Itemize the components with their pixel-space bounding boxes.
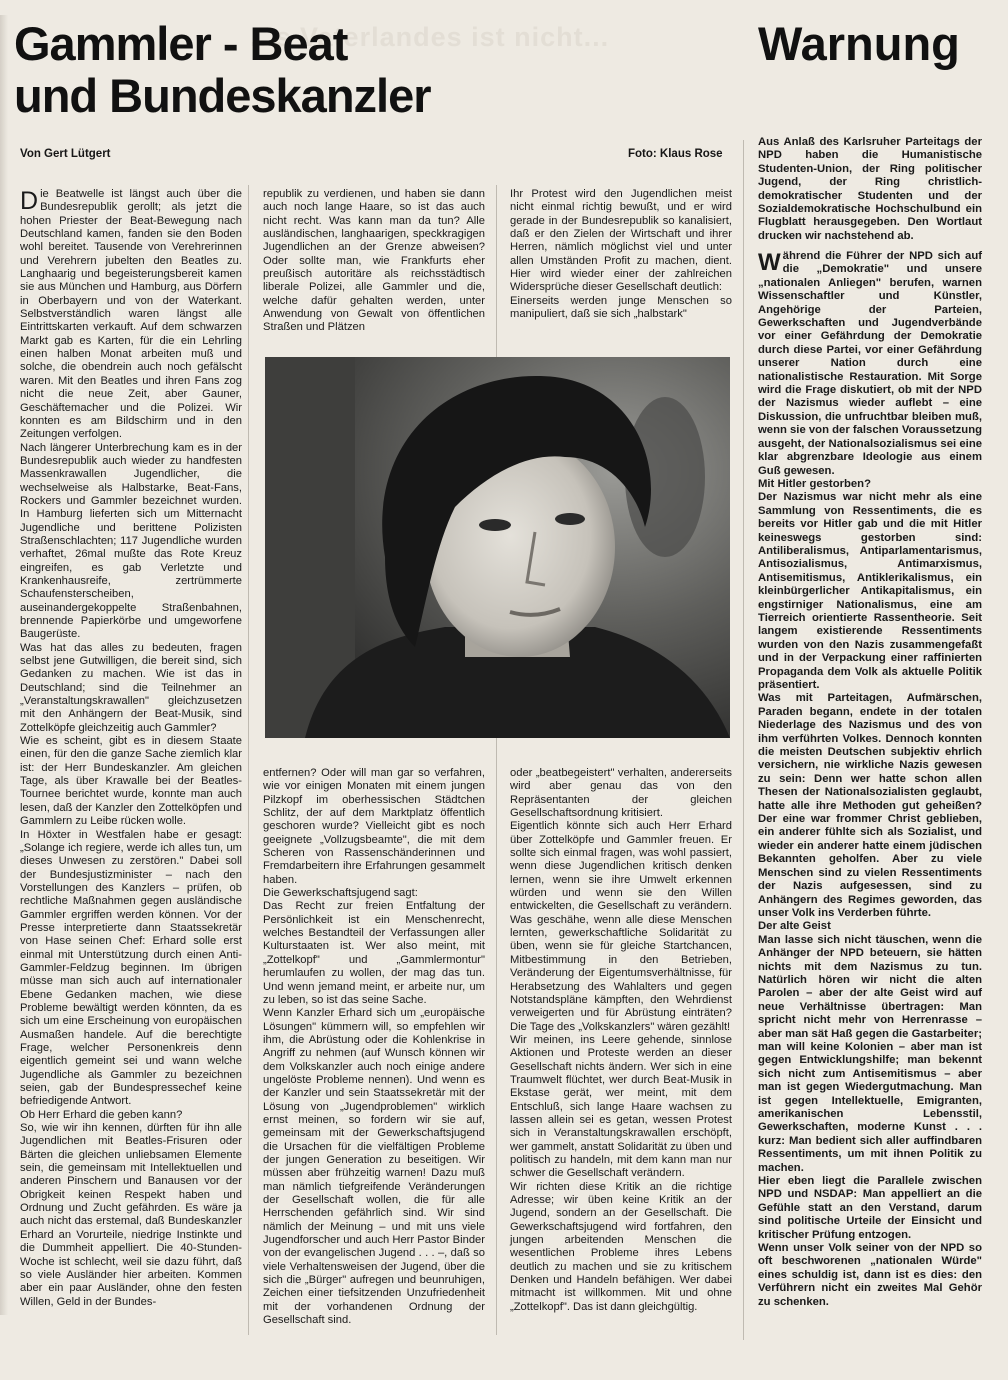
- article-column-2-top: [263, 188, 485, 335]
- headline: [14, 18, 514, 122]
- side-article-body: [758, 250, 982, 1309]
- paragraph: Eigentlich könnte sich auch Herr Erhard über Zottelköpfe und Gammler freuen. Er sollte sich einmal fragen, was wohl passiert, wenn diese Jugendlichen kritisch denken lernen, wenn sie ihre Umwelt erkennen würden und wenn sie den Willen entwickelten, die Gesellschaft zu verändern. Was geschähe, wenn alle diese Menschen lernten, gewerkschaftliche Solidarität zu üben, wenn sie für gleiche Startchancen, Mitbestimmung in den Betrieben, Veränderung der Eigentumsverhältnisse, für Herabsetzung des Wahlalters und gegen Notstandspläne kämpften, den Wehrdienst verweigerten und für Abrüstung einträten? Die Tage des „Volkskanzlers" wären gezählt!: [510, 820, 732, 1033]
- drop-cap: W: [758, 249, 781, 276]
- headline-line-2: und Bundeskanzler: [14, 69, 431, 122]
- paragraph: Der Nazismus war nicht mehr als eine Sammlung von Ressentiments, die es bereits vor Hitler gab und die mit Hitler keineswegs gestorben sind: Antiliberalismus, Antiparlamentarismus, Antisozialismus, Antimarxismus, Antisemitismus, Antiklerikalismus, ein kleinbürgerlicher Antikapitalismus, ein engstirniger Nationalismus, eine am Tierreich orientierte Rassentheorie. Seit langem existierende Ressentiments wurden von den Nazis zusammengefaßt und in der Verpackung einer raffinierten Propaganda dem Volk als aktuelle Politik präsentiert.: [758, 491, 982, 691]
- page-gutter-edge: [0, 15, 8, 1315]
- paragraph: Die Gewerkschaftsjugend sagt:: [263, 887, 418, 900]
- paragraph: Wenn unser Volk seiner von der NPD so oft beschworenen „nationalen Würde" eines schuldig ist, dann ist es dies: den Verführern nicht ein zweites Mal Gehör zu schenken.: [758, 1242, 982, 1308]
- paragraph: Nach längerer Unterbrechung kam es in der Bundesrepublik auch wieder zu handfesten Massenkrawallen Jugendlicher, die wechselweise als Halbstarke, Beat-Fans, Rockers und Gammler bezeichnet wurden. In Hamburg lieferten sich um Mitternacht Jugendliche und berittene Polizisten Straßenschlachten; 117 Jugendliche wurden verhaftet, 26mal mußte das Rote Kreuz eingreifen, es gab Verletzte und Krankenhausreife, zertrümmerte Schaufensterscheiben, auseinandergekoppelte Straßenbahnen, brennende Papierkörbe und umgeworfene Baugerüste.: [20, 441, 242, 641]
- portrait-photo: [265, 357, 730, 738]
- paragraph: republik zu verdienen, und haben sie dann auch noch lange Haare, so ist das auch nicht recht. Was kann man da tun? Alle ausländischen, langhaarigen, speckkragigen Jugendlichen an der Grenze abweisen? Oder sollte man, wie Frankfurts eher preußisch autoritäre als reichsstädtisch liberale Polizei, alle Gammler und die, welche dafür gehalten werden, unter Anwendung von Gewalt von öffentlichen Straßen und Plätzen: [263, 188, 485, 334]
- paragraph: oder „beatbegeistert" verhalten, andererseits wird aber genau das von den Repräsentanten der gleichen Gesellschaftsordnung kritisiert.: [510, 767, 732, 820]
- paragraph: Wenn Kanzler Erhard sich um „europäische Lösungen" kümmern will, so empfehlen wir ihm, die Abrüstung oder die Kohlenkrise in Angriff zu nehmen (auf Wunsch können wir dem Volkskanzler auch noch einige andere ungelöste Probleme nennen). Und wenn es der Kanzler und sein Staatssekretär mit der Lösung von „Jugendproblemen" wirklich ernst meinen, so fordern wir sie auf, gemeinsam mit der Gewerkschaftsjugend die Ursachen für die vielfältigen Probleme der jungen Generation zu beseitigen. Wir müssen aber frühzeitig warnen! Dazu muß man nämlich tiefgreifende Veränderungen der Gesellschaft wollen, die für alle Herrschenden gefährlich sind. Wir sind nämlich der Meinung – und mit uns viele Jugendforscher und auch Herr Pastor Binder von der evangelischen Jugend . . . –, daß so viele Verhaltensweisen der Jugend, über die sich die „Bürger" aufregen und beunruhigen, Zeichen einer tiefsitzenden Unzufriedenheit mit der vorhandenen Ordnung der Gesellschaft sind.: [263, 1007, 486, 1327]
- paragraph: [758, 250, 982, 478]
- paragraph: entfernen? Oder will man gar so verfahren, wie vor einigen Monaten mit einem jungen Pilzkopf im oberhessischen Städtchen Schlitz, der auf dem Marktplatz öffentlich geschoren wurde? Vielleicht gibt es noch geeignete „Vollzugsbeamte", die mit dem Scheren von Rassenschänderinnen und Fremdarbeitern ihre Erfahrungen gesammelt haben.: [263, 767, 485, 886]
- paragraph-text: ährend die Führer der NPD sich auf die „Demokratie" und unsere „nationalen Anliegen" berufen, warnen Wissenschaftler und Künstler, Angehörige der Parteien, Gewerkschaften und Jugendverbände vor einer Gefährdung der Demokratie durch diese Partei, vor einer Gefährdung unserer Nation durch eine nationalistische Restauration. Mit Sorge wird die Frage diskutiert, ob mit der NPD der Nazismus wieder auflebt – eine Diskussion, die unfruchtbar bleiben muß, wenn sie von der falschen Voraussetzung ausgeht, der Nationalsozialismus sei eine klar abgrenzbare Ideologie aus einem Guß gewesen.: [758, 250, 982, 477]
- side-article-intro: [758, 136, 982, 243]
- paragraph: Ob Herr Erhard die geben kann?: [20, 1108, 183, 1121]
- photo-credit: Foto: Klaus Rose: [628, 148, 723, 160]
- article-column-2-bottom: [263, 767, 485, 1327]
- paragraph: Hier eben liegt die Parallele zwischen NPD und NSDAP: Man appelliert an die Gefühle statt an den Verstand, darum sind politische Urteile der Einsicht und kritischer Prüfung entzogen.: [758, 1175, 982, 1241]
- drop-cap: D: [20, 187, 39, 215]
- paragraph: Was hat das alles zu bedeuten, fragen selbst jene Gutwilligen, die bereit sind, sich Gedanken zu machen. Wie ist das in Deutschland; sind die Teilnehmer an „Veranstaltungskrawallen" gleichzusetzen mit den Anhängern der Beat-Musik, sind Zottelköpfe gleichzeitig auch Gammler?: [20, 641, 242, 734]
- paragraph: [20, 188, 242, 442]
- author-byline: Von Gert Lütgert: [20, 148, 111, 160]
- side-article-title: Warnung: [758, 17, 960, 70]
- paragraph: Wir richten diese Kritik an die richtige Adresse; wir üben keine Kritik an der Jugend, sondern an der Gesellschaft. Die Gewerkschaftsjugend wird fortfahren, den jungen arbeitenden Menschen die wesentlichen Probleme ihres Lebens deutlich zu machen und sie zu kritischem Denken und Handeln befähigen. Wer dabei mitmacht ist willkommen. Mit und ohne „Zottelkopf". Das ist dann gleichgültig.: [510, 1180, 732, 1313]
- paragraph: Ihr Protest wird den Jugendlichen meist nicht einmal richtig bewußt, und er wird gerade in der Bundesrepublik so kanalisiert, daß er den Zielen der Wirtschaft und ihrer Herren, nämlich möglichst viel und unter allen Umständen Profit zu machen, dient. Hier wird wieder einer der zahlreichen Widersprüche dieser Gesellschaft deutlich:: [510, 188, 732, 294]
- paragraph: Man lasse sich nicht täuschen, wenn die Anhänger der NPD beteuern, sie hätten nichts mit dem Nazismus zu tun. Natürlich hören wir nicht die alten Parolen – aber der alte Geist wird auf neue Verhältnisse übertragen: Man spricht nicht mehr von Herrenrasse – aber man sät Haß gegen die Gastarbeiter; man will keine Kolonien – aber man ist gegen Entwicklungshilfe; man bekennt sich nicht zum Antisemitismus – aber man ist gegen Wiedergutmachung. Man ist gegen Intellektuelle, Emigranten, amerikanischen Lebensstil, Gewerkschaften, moderne Kunst . . . kurz: Man bedient sich aller auffindbaren Ressentiments, um mit ihnen Politik zu machen.: [758, 933, 982, 1174]
- column-rule: [743, 140, 744, 1340]
- paragraph: Was mit Parteitagen, Aufmärschen, Paraden begann, endete in der totalen Niederlage des Nazismus und des von ihm verführten Volkes. Dennoch konnten die meisten Deutschen subjektiv ehrlich versichern, nie wirkliche Nazis gewesen zu sein: Denn wer hatte schon allen Thesen der Nationalsozialisten geglaubt, hatte alle ihre Methoden gut geheißen? Der eine war frommer Christ geblieben, ein anderer fühlte sich als Sozialist, und wieder ein anderer hatte einem jüdischen Bekannten geholfen. Aber zu viele Menschen sind zu vielen Ressentiments der Nazis aufgesessen, sind zu Anhängern des Regimes geworden, das unser Volk ins Verderben führte.: [758, 692, 982, 919]
- paragraph: Aus Anlaß des Karlsruher Parteitags der NPD haben die Humanistische Studenten-Union, der Ring politischer Jugend, der Ring christlich-demokratischer Studenten und der Sozialdemokratische Hochschulbund ein Flugblatt herausgegeben. Den Wortlaut drucken wir nachstehend ab.: [758, 136, 982, 242]
- article-column-3-bottom: [510, 767, 732, 1314]
- paragraph: Wir meinen, ins Leere gehende, sinnlose Aktionen und Proteste werden an dieser Gesellschaft nichts ändern. Wer sich in eine Traumwelt flüchtet, wer durch Beat-Musik in Ekstase gerät, wer meint, mit dem Entschluß, sich lange Haare wachsen zu lassen allein sei es getan, wessen Protest sich in Veranstaltungskrawallen erschöpft, wer gammelt, anstatt Solidarität zu üben und politisch zu handeln, mit dem kann man nur schwer die Gesellschaft verändern.: [510, 1033, 732, 1180]
- subheading: Mit Hitler gestorben?: [758, 477, 871, 490]
- bleed-through-text: ...s Vaterlandes ist nicht...: [250, 22, 610, 52]
- headline-line-1: Gammler - Beat: [14, 17, 348, 70]
- column-rule: [248, 185, 249, 1335]
- paragraph: So, wie wir ihn kennen, dürften für ihn alle Jugendlichen mit Beatles-Frisuren oder Bärten die gleichen unliebsamen Elemente sein, die gemeinsam mit Intellektuellen und anderen Pinschern und Banausen vor der Obrigkeit keinen Respekt haben und Ordnung und Zucht gefährden. Es wäre ja auch nicht das erstemal, daß Bundeskanzler Erhard an Vorurteile, niedrige Instinkte und die Dummheit appelliert. Die 40-Stunden-Woche ist schlecht, weil sie dazu führt, daß so viele Ausländer hier arbeiten. Kommen aber ein paar Ausländer, ohne den festen Willen, Geld in der Bundes-: [20, 1122, 242, 1308]
- paragraph: Wie es scheint, gibt es in diesem Staate einen, für den die ganze Sache ziemlich klar ist: der Herr Bundeskanzler. Am gleichen Tage, als über Krawalle bei der Beatles-Tournee berichtet wurde, konnte man auch lesen, daß der Kanzler den Zottelköpfen und Gammlern zu Leibe rücken wolle.: [20, 735, 242, 828]
- portrait-illustration: [265, 357, 730, 738]
- paragraph-text: ie Beatwelle ist längst auch über die Bundesrepublik gerollt; als jetzt die hohen Priester der Beat-Bewegung nach Deutschland kamen, fanden sie den Boden wohl bereitet. Tausende von Verehrerinnen und Verehrern jubelten den Beatles zu. Langhaarig und begeisterungsbereit kamen sie aus München und Hamburg, aus Dörfern in Oberbayern und von der Waterkant. Selbstverständlich waren längst alle Eintrittskarten verkauft. Auf dem schwarzen Markt gab es Karten, für die ein Lehrling einen halben Monat arbeiten muß und solche, die obendrein auch noch gefälscht waren. Mit den Beatles und ihren Fans zog nicht die neue Zeit, aber Gauner, Geschäftemacher und die Polizei. Wir konnten es am Bildschirm und in den Zeitungen verfolgen.: [20, 188, 242, 441]
- paragraph: Einerseits werden junge Menschen so manipuliert, daß sie sich „halbstark": [510, 294, 732, 321]
- paragraph: In Höxter in Westfalen habe er gesagt: „Solange ich regiere, werde ich alles tun, um dieses Unwesen zu zerstören." Dabei soll der Bundesjustizminister – nach den Vorstellungen des Kanzlers – prüfen, ob rechtliche Maßnahmen gegen ausländische Gammler ergriffen werden können. Vor der Presse interpretierte dann Staatssekretär von Hase seinen Chef: Erhard solle erst einmal mit Unterstützung durch einen Anti-Gammler-Feldzug beginnen. Im übrigen müsse man sich auch auf internationaler Ebene Gedanken machen, wie diese Probleme bewältigt werden könnten, da es sich um eine Erscheinung von europäischen Ausmaßen handele. Auf die berechtigte Frage, welcher Personenkreis denn eigentlich gemeint sei und wann welche Jugendliche als Gammler zu bezeichnen seien, gab der Bundespressechef keine befriedigende Antwort.: [20, 828, 242, 1108]
- subheading: Der alte Geist: [758, 920, 831, 933]
- paragraph: Das Recht zur freien Entfaltung der Persönlichkeit ist ein Menschenrecht, welches Bestandteil der Verfassungen aller Kulturstaaten ist. Wer also meint, mit „Zottelkopf" und „Gammlermontur" herumlaufen zu wollen, der mag das tun. Und wenn jemand meint, er arbeite nur, um zu leben, so ist das seine Sache.: [263, 900, 485, 1006]
- article-column-3-top: [510, 188, 732, 321]
- article-column-1: [20, 188, 242, 1309]
